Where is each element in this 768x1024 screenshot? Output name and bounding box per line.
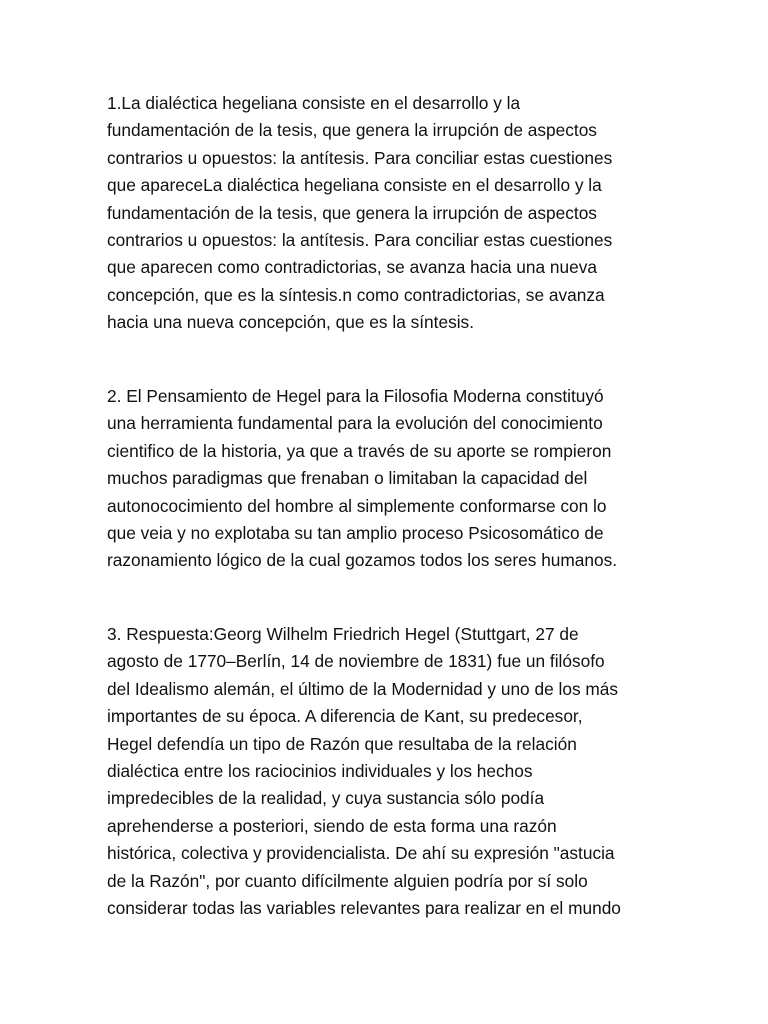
paragraph-line: cientifico de la historia, ya que a través de su aporte se rompieron — [107, 440, 612, 461]
paragraph-line: 3. Respuesta:Georg Wilhelm Friedrich Hegel (Stuttgart, 27 de — [107, 624, 579, 644]
paragraph-line: autonococimiento del hombre al simplemente conformarse con lo — [107, 495, 607, 516]
paragraph-line: 2. El Pensamiento de Hegel para la Filosofia Moderna constituyó — [107, 386, 604, 406]
paragraph-line: hacia una nueva concepción, que es la síntesis. — [107, 312, 474, 333]
paragraph-line: muchos paradigmas que frenaban o limitaban la capacidad del — [107, 468, 588, 489]
paragraph-line: considerar todas las variables relevantes para realizar en el mundo — [107, 897, 621, 918]
paragraph-line: que apareceLa dialéctica hegeliana consiste en el desarrollo y la — [107, 175, 602, 196]
paragraph-line: fundamentación de la tesis, que genera la irrupción de aspectos — [107, 120, 597, 141]
paragraph-line: razonamiento lógico de la cual gozamos todos los seres humanos. — [107, 550, 618, 571]
paragraph-line: que aparecen como contradictorias, se avanza hacia una nueva — [107, 257, 597, 278]
paragraph-1 — [107, 90, 667, 337]
paragraph-line: de la Razón", por cuanto difícilmente alguien podría por sí solo — [107, 870, 588, 891]
paragraph-line: que veia y no explotaba su tan amplio proceso Psicosomático de — [107, 522, 604, 543]
paragraph-line: del Idealismo alemán, el último de la Modernidad y uno de los más — [107, 678, 619, 699]
paragraph-line: fundamentación de la tesis, que genera la irrupción de aspectos — [107, 202, 597, 223]
paragraph-line: 1.La dialéctica hegeliana consiste en el desarrollo y la — [107, 93, 521, 113]
paragraph-line: concepción, que es la síntesis.n como contradictorias, se avanza — [107, 284, 605, 305]
paragraph-line: aprehenderse a posteriori, siendo de esta forma una razón — [107, 815, 557, 836]
paragraph-line: contrarios u opuestos: la antítesis. Para conciliar estas cuestiones — [107, 147, 613, 168]
paragraph-line: agosto de 1770–Berlín, 14 de noviembre de 1831) fue un filósofo — [107, 651, 605, 672]
paragraph-line: contrarios u opuestos: la antítesis. Para conciliar estas cuestiones — [107, 229, 613, 250]
paragraph-3 — [107, 621, 667, 922]
paragraph-2 — [107, 383, 667, 575]
paragraph-line: Hegel defendía un tipo de Razón que resultaba de la relación — [107, 733, 577, 754]
paragraph-line: una herramienta fundamental para la evolución del conocimiento — [107, 413, 603, 434]
paragraph-line: histórica, colectiva y providencialista. De ahí su expresión "astucia — [107, 843, 615, 864]
paragraph-line: importantes de su época. A diferencia de Kant, su predecesor, — [107, 706, 583, 727]
paragraph-line: dialéctica entre los raciocinios individuales y los hechos — [107, 760, 533, 781]
paragraph-line: impredecibles de la realidad, y cuya sustancia sólo podía — [107, 788, 545, 809]
